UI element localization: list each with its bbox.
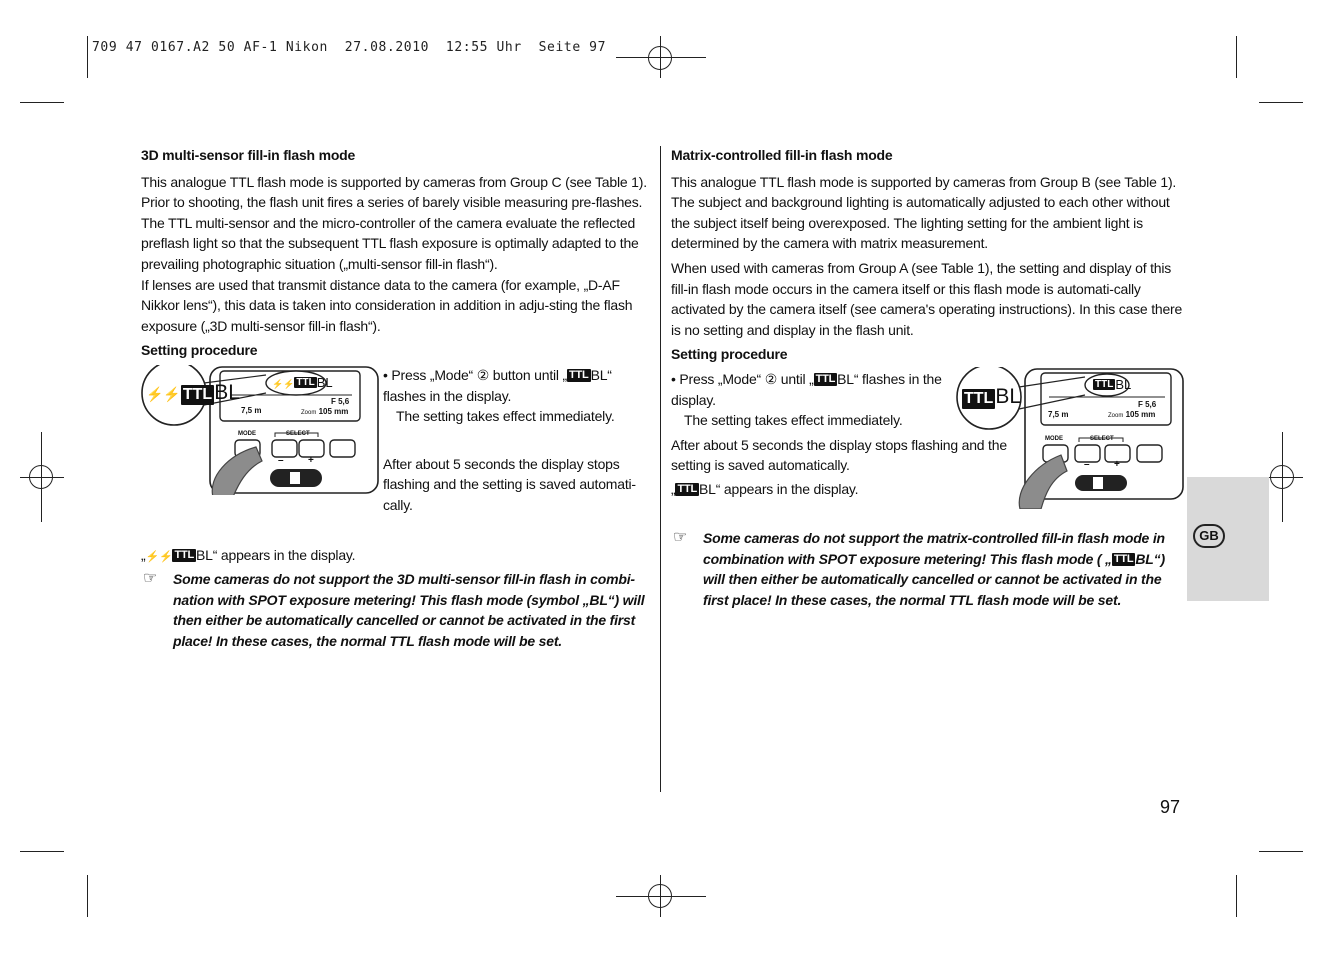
language-badge: GB [1193, 524, 1225, 548]
registration-mark [660, 875, 661, 917]
registration-mark [660, 36, 661, 78]
paragraph: This analogue TTL flash mode is supported by cameras from Group C (see Table 1). Prior to shooting, the flash unit fires a series of barely visible measuring pre-flashes. The TTL multi-sensor and the micro-controller of the camera evaluate the reflected preflash light so that the subsequent TTL flash exposure is optimally adapted to the prevailing photographic situation („multi-sensor fill-in flash“). [141, 173, 647, 272]
plus-label: + [1114, 459, 1120, 470]
page-number: 97 [1160, 797, 1181, 817]
registration-mark [616, 57, 706, 58]
section-title: Matrix-controlled fill-in flash mode [671, 147, 893, 163]
display-mode-symbol: TTL BL [1095, 377, 1132, 392]
display-aperture: F 5,6 [331, 397, 350, 406]
left-appears-line: „⚡⚡ TTL BL“ appears in the display. [141, 547, 356, 563]
left-instructions [383, 365, 653, 516]
display-zoom: Zoom 105 mm [1108, 410, 1156, 419]
display-mode-symbol: ⚡⚡ TTL BL [272, 375, 333, 390]
crop-mark [1259, 102, 1303, 103]
section-title: 3D multi-sensor fill-in flash mode [141, 147, 356, 163]
print-header: 709 47 0167.A2 50 AF-1 Nikon 27.08.2010 12:55 Uhr Seite 97 [92, 40, 607, 55]
step-note: The setting takes effect immediately. [684, 412, 903, 429]
after-note: After about 5 seconds the display stops flashing and the setting is saved automatically. [671, 436, 1007, 474]
registration-mark [616, 896, 706, 897]
paragraph: If lenses are used that transmit distance data to the camera (for example, „D-AF Nikkor lens“), this data is taken into consideration in addition in adju-sting the flash exposure („3D multi-sensor fill-in flash“). [141, 276, 633, 334]
display-zoom: Zoom 105 mm [301, 407, 349, 416]
after-note: After about 5 seconds the display stops flashing and the setting is saved automati-cally. [383, 455, 636, 513]
crop-mark [87, 875, 88, 917]
left-column [141, 145, 651, 361]
setting-procedure-heading: Setting procedure [141, 342, 258, 359]
crop-mark [20, 102, 64, 103]
mode-label: MODE [238, 431, 256, 437]
column-divider [660, 146, 661, 792]
crop-mark [87, 36, 88, 78]
crop-mark [20, 851, 64, 852]
registration-mark [20, 477, 64, 478]
display-aperture: F 5,6 [1138, 400, 1157, 409]
right-column [671, 145, 1183, 365]
minus-label: – [278, 455, 284, 466]
select-label: SELECT [286, 431, 310, 437]
bullet-step: • Press „Mode“ ② until „ TTL BL“ flashes in the display. [671, 371, 942, 408]
mode-label: MODE [1045, 436, 1063, 442]
display-distance: 7,5 m [241, 406, 262, 415]
crop-mark [1236, 36, 1237, 78]
warning-note: Some cameras do not support the 3D multi-sensor fill-in flash in combi-nation with SPOT exposure metering! This flash mode (symbol „BL“) will then either be automatically cancelled or cannot be activated in the first place! In these cases, the normal TTL flash mode will be set. [173, 571, 645, 649]
display-distance: 7,5 m [1048, 410, 1069, 419]
pointing-hand-icon: ☞ [143, 570, 158, 587]
setting-procedure-heading: Setting procedure [671, 346, 788, 363]
warning-note: Some cameras do not support the matrix-controlled fill-in flash mode in combination with SPOT exposure metering! This flash mode ( „ TTL BL“) will then either be automatically cancelled or cannot be activated in the first place! In these cases, the normal TTL flash mode will be set. [703, 530, 1165, 608]
minus-label: – [1084, 459, 1090, 470]
paragraph: When used with cameras from Group A (see Table 1), the setting and display of this fill-in flash mode occurs in the camera itself or this flash mode is automati-cally activated by the camera itself (see camera's operating instructions). In this case there is no setting and display in the flash unit. [671, 259, 1183, 338]
crop-mark [1259, 851, 1303, 852]
crop-mark [1236, 875, 1237, 917]
zoom-circle-symbol: ⚡⚡ TTLBL [146, 381, 240, 404]
paragraph: This analogue TTL flash mode is supported by cameras from Group B (see Table 1). The subject and background lighting is automatically adjusted to each other without the subject itself being overexposed. The lighting setting for the ambient light is determined by the camera with matrix measurement. [671, 173, 1177, 252]
zoom-circle-symbol: TTLBL [964, 385, 1022, 408]
appears-line: „ TTL BL“ appears in the display. [671, 480, 859, 497]
select-label: SELECT [1090, 436, 1114, 442]
plus-label: + [308, 455, 314, 466]
pointing-hand-icon: ☞ [673, 529, 688, 546]
step-note: The setting takes effect immediately. [396, 408, 615, 425]
bullet-step: • Press „Mode“ ② button until „ TTL BL“ flashes in the display. [383, 367, 612, 404]
